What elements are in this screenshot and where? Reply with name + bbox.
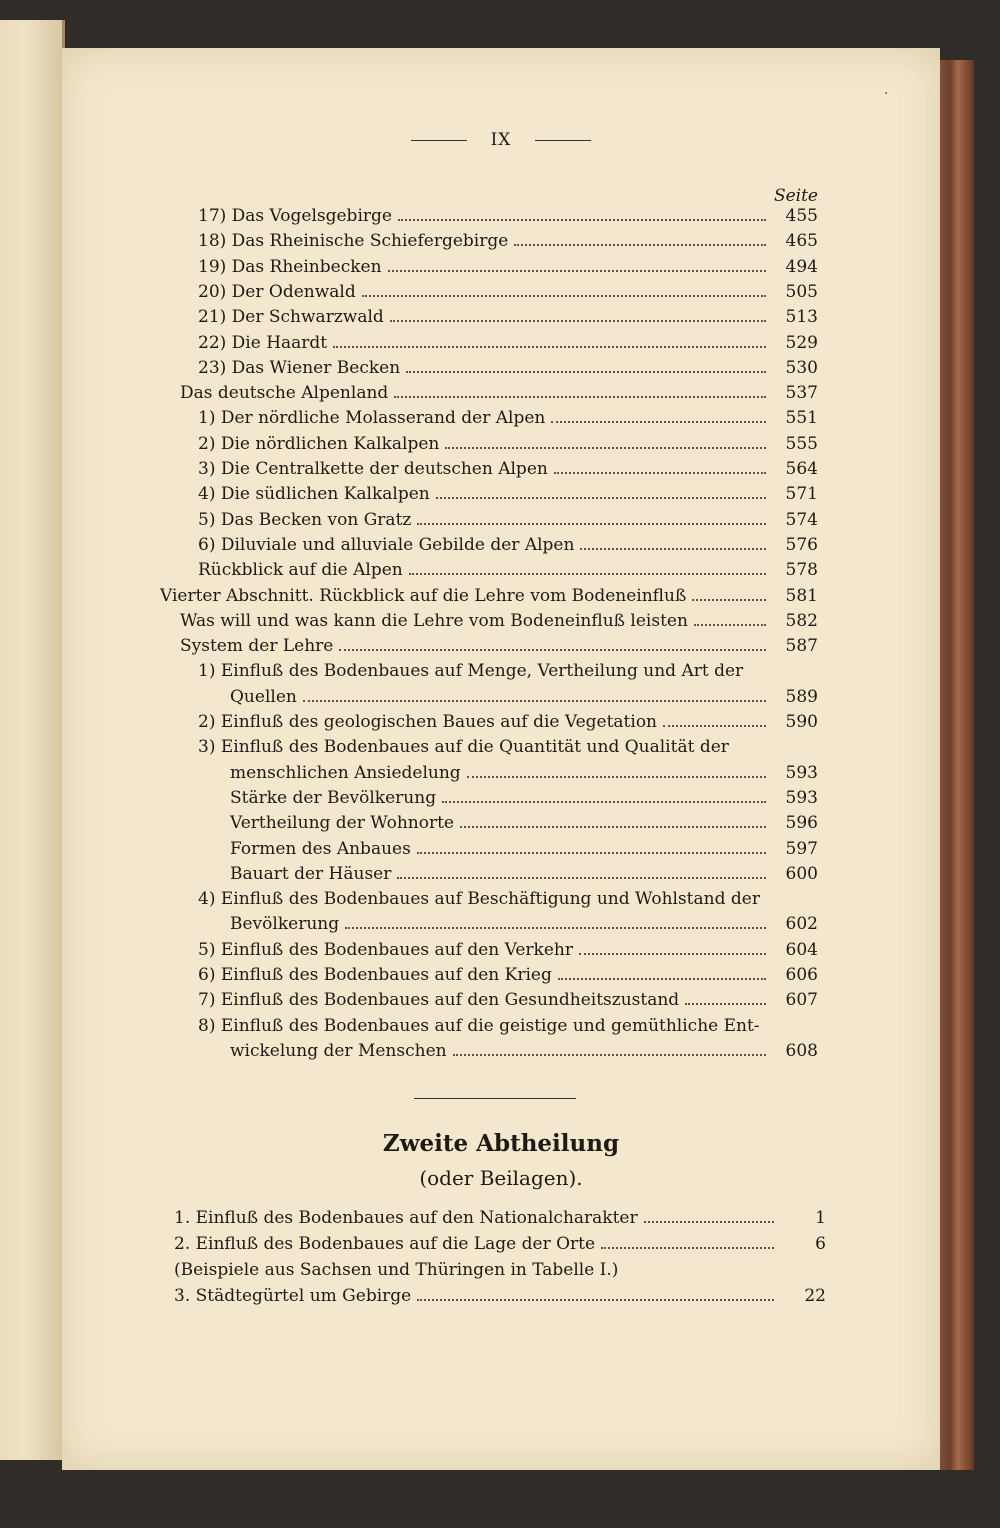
entry-page-number: 571 — [785, 484, 818, 505]
toc-entry — [230, 1041, 818, 1065]
toc-entry — [180, 383, 818, 407]
toc-entry — [198, 434, 818, 458]
entry-title: (Beispiele aus Sachsen und Thüringen in Tabelle I.) — [174, 1260, 619, 1280]
entry-page-number: 455 — [785, 206, 818, 226]
dot-leader — [685, 1002, 766, 1005]
entry-page-number: 537 — [785, 383, 818, 404]
dot-leader — [409, 572, 766, 575]
entry-title: 5) Das Becken von Gratz — [198, 509, 412, 530]
toc-entry — [198, 1016, 818, 1040]
toc-entry — [198, 459, 818, 483]
entry-page-number: 581 — [785, 585, 818, 606]
table-of-contents — [62, 48, 940, 1470]
dot-leader — [394, 395, 766, 398]
entry-title: 2) Einfluß des geologischen Baues auf die Vegetation — [198, 712, 658, 732]
page-header — [62, 130, 940, 150]
toc-entry — [198, 333, 818, 357]
dot-leader — [398, 218, 766, 221]
entry-page-number: 6 — [815, 1234, 826, 1254]
dot-leader — [406, 370, 766, 373]
toc-entry — [180, 611, 818, 635]
left-page-edge — [0, 20, 65, 1460]
entry-page-number: 505 — [785, 281, 818, 302]
book-page — [62, 48, 940, 1470]
appendix-entry — [174, 1208, 826, 1232]
entry-title: 7) Einfluß des Bodenbaues auf den Gesundheitszustand — [198, 990, 680, 1011]
entry-title: menschlichen Ansiedelung — [230, 762, 461, 783]
dot-leader — [397, 876, 766, 879]
dot-leader — [345, 926, 766, 929]
dot-leader — [460, 825, 766, 828]
toc-entry — [180, 636, 818, 660]
entry-page-number: 582 — [785, 610, 818, 631]
entry-title: 3) Einfluß des Bodenbaues auf die Quantität und Qualität der — [198, 737, 729, 758]
entry-title: 18) Das Rheinische Schiefergebirge — [198, 231, 509, 252]
toc-entry — [198, 990, 818, 1014]
page-number: IX — [490, 130, 512, 150]
appendix-entry — [174, 1260, 826, 1284]
dot-leader — [558, 977, 766, 980]
entry-title: Formen des Anbaues — [230, 838, 411, 859]
entry-page-number: 608 — [785, 1040, 818, 1061]
dot-leader — [580, 547, 766, 550]
dot-leader — [601, 1246, 774, 1249]
toc-entry — [160, 586, 818, 610]
toc-entry — [230, 839, 818, 863]
entry-page-number: 564 — [785, 459, 818, 479]
toc-entry — [198, 965, 818, 989]
toc-entry — [230, 687, 818, 711]
entry-title: Das deutsche Alpenland — [180, 383, 389, 404]
dot-leader — [514, 243, 766, 246]
entry-title: 3. Städtegürtel um Gebirge — [174, 1286, 412, 1306]
toc-entry — [198, 889, 818, 913]
toc-entry — [198, 231, 818, 255]
entry-title: wickelung der Menschen — [230, 1040, 447, 1061]
entry-page-number: 587 — [785, 636, 818, 657]
dot-leader — [694, 623, 766, 626]
entry-page-number: 597 — [785, 838, 818, 859]
entry-title: Bevölkerung — [230, 914, 340, 935]
entry-title: 2) Die nördlichen Kalkalpen — [198, 433, 440, 454]
entry-title: 19) Das Rheinbecken — [198, 256, 382, 277]
entry-title: 1) Einfluß des Bodenbaues auf Menge, Vertheilung und Art der — [198, 661, 744, 682]
entry-title: Vertheilung der Wohnorte — [230, 813, 454, 834]
entry-page-number: 494 — [785, 256, 818, 277]
entry-page-number: 604 — [785, 939, 818, 960]
toc-entry — [198, 560, 818, 584]
entry-title: 3) Die Centralkette der deutschen Alpen — [198, 459, 548, 479]
entry-title: 4) Die südlichen Kalkalpen — [198, 484, 430, 505]
toc-entry — [198, 510, 818, 534]
toc-entry — [198, 307, 818, 331]
dot-leader — [436, 496, 766, 499]
entry-title: 20) Der Odenwald — [198, 281, 356, 302]
toc-entry — [230, 864, 818, 888]
section-divider — [414, 1098, 576, 1099]
entry-title: 6) Diluviale und alluviale Gebilde der Alpen — [198, 534, 575, 555]
toc-entry — [198, 206, 818, 230]
entry-title: 5) Einfluß des Bodenbaues auf den Verkehr — [198, 939, 573, 960]
entry-title: Stärke der Bevölkerung — [230, 787, 437, 808]
dot-leader — [333, 345, 766, 348]
entry-title: 23) Das Wiener Becken — [198, 357, 401, 378]
dot-leader — [362, 294, 766, 297]
entry-page-number: 1 — [815, 1208, 826, 1228]
dot-leader — [554, 471, 766, 474]
toc-entry — [230, 914, 818, 938]
toc-entry — [198, 661, 818, 685]
toc-entry — [198, 484, 818, 508]
entry-title: 17) Das Vogelsgebirge — [198, 206, 392, 226]
dot-leader — [417, 522, 766, 525]
dot-leader — [692, 598, 766, 601]
entry-title: Rückblick auf die Alpen — [198, 560, 403, 581]
entry-page-number: 551 — [785, 408, 818, 429]
entry-title: Was will und was kann die Lehre vom Bodeneinfluß leisten — [180, 610, 688, 631]
section-subtitle: (oder Beilagen). — [419, 1166, 583, 1190]
entry-page-number: 530 — [785, 357, 818, 378]
book-spine — [934, 60, 974, 1470]
dot-leader — [467, 775, 766, 778]
entry-page-number: 555 — [785, 433, 818, 454]
entry-page-number: 607 — [785, 990, 818, 1011]
dot-leader — [644, 1220, 774, 1223]
dot-leader — [663, 724, 766, 727]
dot-leader — [445, 446, 766, 449]
toc-entry — [198, 282, 818, 306]
entry-page-number: 606 — [785, 965, 818, 985]
toc-entry — [198, 257, 818, 281]
toc-entry — [230, 813, 818, 837]
entry-page-number: 593 — [785, 762, 818, 783]
entry-page-number: 602 — [785, 914, 818, 935]
entry-page-number: 465 — [785, 231, 818, 252]
dot-leader — [417, 1298, 774, 1301]
dot-leader — [453, 1053, 766, 1056]
entry-title: 21) Der Schwarzwald — [198, 307, 384, 328]
dot-leader — [303, 699, 766, 702]
dot-leader — [579, 952, 766, 955]
entry-title: Vierter Abschnitt. Rückblick auf die Lehre vom Bodeneinfluß — [160, 585, 687, 606]
entry-page-number: 529 — [785, 332, 818, 353]
dot-leader — [388, 269, 766, 272]
entry-title: System der Lehre — [180, 636, 334, 657]
entry-page-number: 576 — [785, 534, 818, 555]
entry-page-number: 600 — [785, 863, 818, 884]
entry-page-number: 578 — [785, 560, 818, 581]
entry-page-number: 513 — [785, 307, 818, 328]
entry-page-number: 22 — [804, 1286, 826, 1306]
toc-entry — [198, 712, 818, 736]
entry-title: 6) Einfluß des Bodenbaues auf den Krieg — [198, 965, 552, 985]
dot-leader — [339, 648, 766, 651]
dot-leader — [390, 319, 766, 322]
entry-page-number: 590 — [785, 712, 818, 732]
dot-leader — [442, 800, 766, 803]
dot-leader — [551, 420, 766, 423]
entry-page-number: 574 — [785, 509, 818, 530]
entry-page-number: 596 — [785, 813, 818, 834]
entry-title: Quellen — [230, 686, 297, 707]
entry-title: 22) Die Haardt — [198, 332, 328, 353]
page-mark: · — [884, 86, 889, 102]
entry-title: Bauart der Häuser — [230, 863, 392, 884]
toc-entry — [198, 940, 818, 964]
entry-page-number: 589 — [785, 686, 818, 707]
section-title: Zweite Abtheilung — [382, 1130, 620, 1157]
toc-entry — [198, 408, 818, 432]
entry-title: 8) Einfluß des Bodenbaues auf die geistige und gemüthliche Ent- — [198, 1015, 760, 1036]
toc-entry — [198, 535, 818, 559]
entry-page-number: 593 — [785, 787, 818, 808]
seite-label: Seite — [773, 186, 818, 206]
toc-entry — [230, 763, 818, 787]
dot-leader — [417, 851, 766, 854]
entry-title: 2. Einfluß des Bodenbaues auf die Lage der Orte — [174, 1234, 596, 1254]
entry-title: 1) Der nördliche Molasserand der Alpen — [198, 408, 546, 429]
toc-entry — [198, 737, 818, 761]
appendix-entry — [174, 1286, 826, 1310]
entry-title: 1. Einfluß des Bodenbaues auf den Nationalcharakter — [174, 1208, 638, 1228]
entry-title: 4) Einfluß des Bodenbaues auf Beschäftigung und Wohlstand der — [198, 889, 760, 910]
toc-entry — [198, 358, 818, 382]
appendix-entry — [174, 1234, 826, 1258]
toc-entry — [230, 788, 818, 812]
